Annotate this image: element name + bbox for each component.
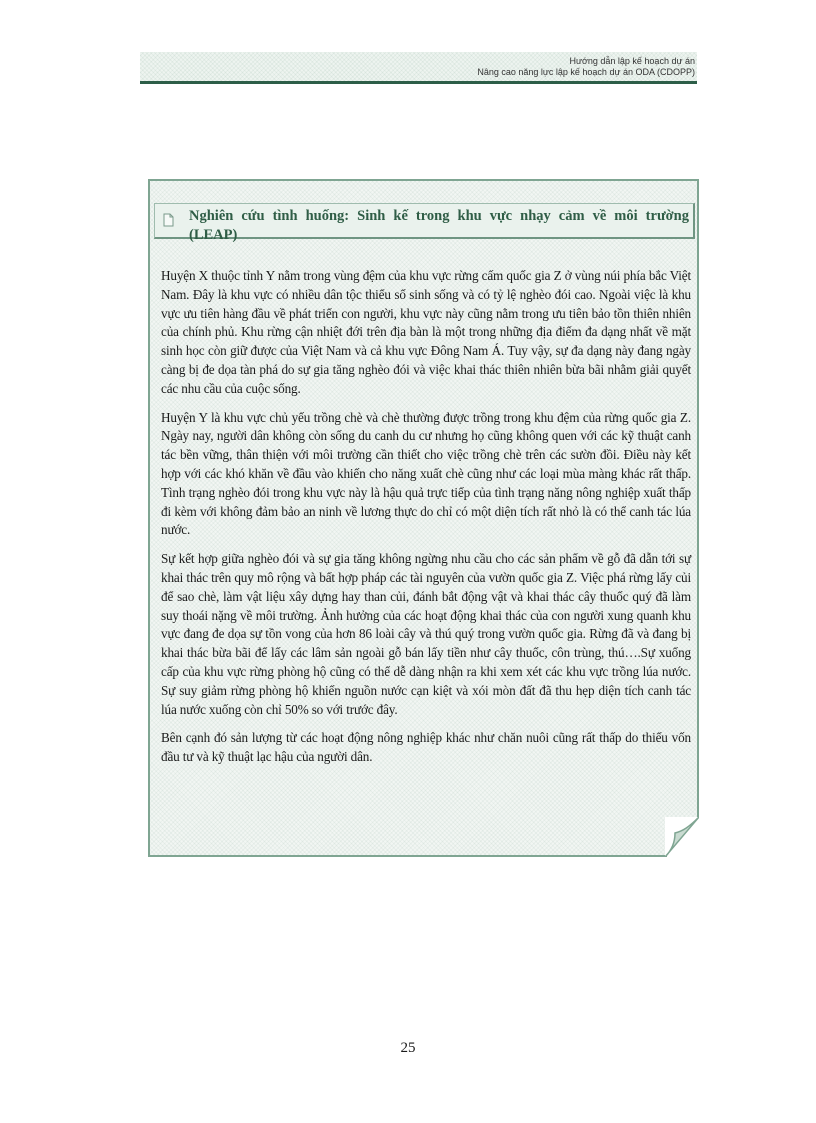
case-study-box [148, 179, 699, 857]
case-paragraph: Huyện Y là khu vực chủ yếu trồng chè và chè thường được trồng trong khu đệm của rừng quốc gia Z. Ngày nay, người dân không còn sống du canh du cư nhưng họ cũng không quen với các kỹ thuật canh tác bền vững, thân thiện với môi trường cần thiết cho việc trồng chè trên các sườn đồi. Điều này kết hợp với các khó khăn về đầu vào khiến cho năng xuất chè cũng như các loại mùa màng khác rất thấp. Tình trạng nghèo đói trong khu vực này là hậu quả trực tiếp của tình trạng năng nông nghiệp xuất thấp đi kèm với không đảm bảo an ninh về lương thực do chỉ có một diện tích rất nhỏ là có thể canh tác lúa nước. [161, 409, 691, 538]
case-study-body [161, 267, 691, 777]
case-study-title: Nghiên cứu tình huống: Sinh kế trong khu vực nhạy cảm về môi trường (LEAP) [189, 208, 689, 243]
header-project-title: Nâng cao năng lực lập kế hoạch dự án ODA (CDOPP) [477, 67, 695, 77]
running-header [140, 52, 697, 84]
case-study-title-bar [154, 203, 695, 243]
folded-corner [665, 817, 699, 857]
header-guide-title: Hướng dẫn lập kế hoạch dự án [569, 56, 695, 66]
document-icon [163, 213, 174, 227]
page-number: 25 [400, 1040, 416, 1056]
case-paragraph: Bên cạnh đó sản lượng từ các hoạt động nông nghiệp khác như chăn nuôi cũng rất thấp do thiếu vốn đầu tư và kỹ thuật lạc hậu của người dân. [161, 730, 691, 765]
case-paragraph: Huyện X thuộc tỉnh Y nằm trong vùng đệm của khu vực rừng cấm quốc gia Z ở vùng núi phía bắc Việt Nam. Đây là khu vực có nhiều dân tộc thiểu số sinh sống và có tỷ lệ nghèo đói cao. Ngoài việc là khu vực ưu tiên hàng đầu về phát triển con người, khu vực này cũng nằm trong ưu tiên bảo tồn thiên nhiên của chính phủ. Khu rừng cận nhiệt đới trên địa bàn là một trong những địa điểm đa dạng nhất về mặt sinh học còn giữ được của Việt Nam và cả khu vực Đông Nam Á. Tuy vậy, sự đa dạng này đang ngày càng bị đe dọa tàn phá do sự gia tăng nghèo đói và việc khai thác thiên nhiên bừa bãi nhằm giải quyết các nhu cầu của cuộc sống. [161, 268, 691, 396]
case-paragraph: Sự kết hợp giữa nghèo đói và sự gia tăng không ngừng nhu cầu cho các sản phẩm về gỗ đã dẫn tới sự khai thác trên quy mô rộng và bất hợp pháp các tài nguyên của vườn quốc gia Z. Việc phá rừng lấy củi để sao chè, làm vật liệu xây dựng hay than củi, đánh bắt động vật và khai thác cây thuốc quý đã làm suy thoái nặng về môi trường. Ảnh hưởng của các hoạt động khai thác của con người xung quanh khu vực đang đe dọa sự tồn vong của hơn 86 loài cây và thú quý trong vườn quốc gia. Rừng đã và đang bị khai thác bừa bãi để lấy các lâm sản ngoài gỗ bán lấy tiền như cây thuốc, côn trùng, thú….Sự xuống cấp của khu vực rừng phòng hộ cũng có thể dễ dàng nhận ra khi xem xét các khu vực trồng lúa nước. Sự suy giảm rừng phòng hộ khiến nguồn nước cạn kiệt và xói mòn đất đã thu hẹp diện tích canh tác lúa nước xuống còn chỉ 50% so với trước đây. [161, 551, 691, 717]
